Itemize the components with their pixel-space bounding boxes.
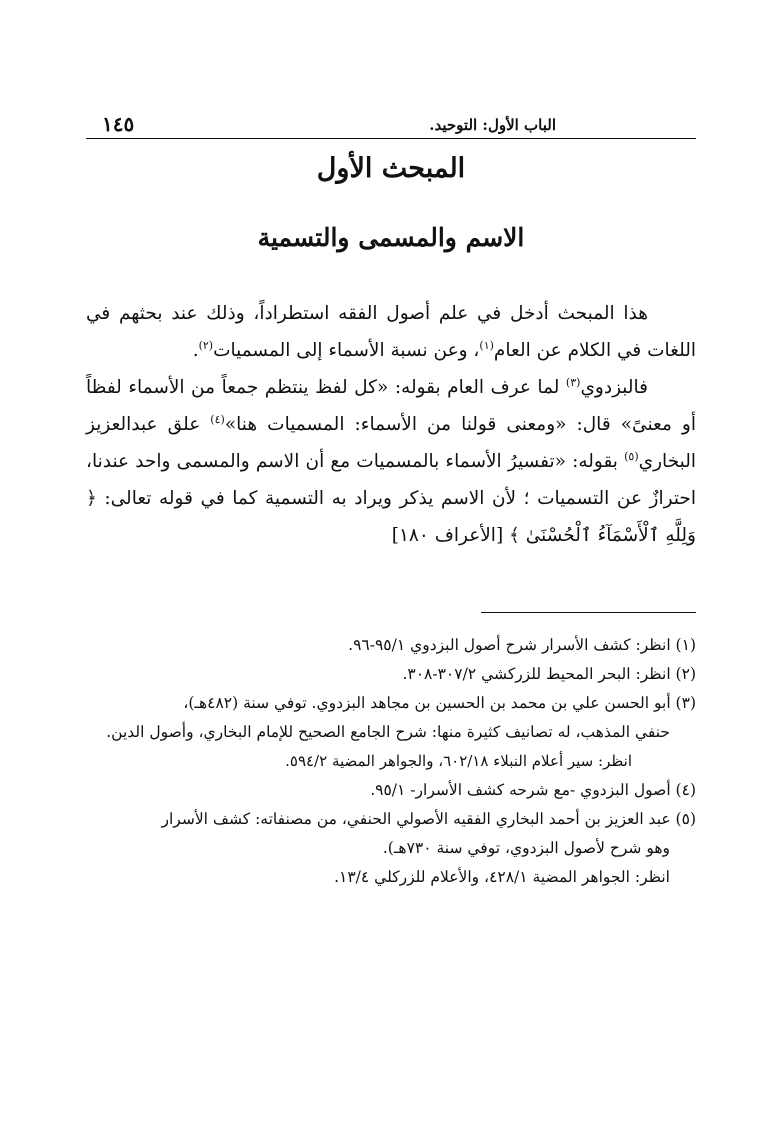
text-segment: علق عبدالعزيز البخاري — [86, 414, 696, 472]
page-number: ١٤٥ — [102, 112, 135, 136]
book-page — [86, 110, 696, 892]
footnote-4: (٤) أصول البزدوي -مع شرحه كشف الأسرار- ٩٥/١. — [370, 781, 696, 799]
paragraph-2 — [86, 369, 696, 554]
footnote-5: (٥) عبد العزيز بن أحمد البخاري الفقيه الأصولي الحنفي، من مصنفاته: كشف الأسرار — [161, 810, 696, 828]
footnote-ref-4[interactable]: (٤) — [210, 412, 225, 426]
footnote-2: (٢) انظر: البحر المحيط للزركشي ٣٠٧/٢-٣٠٨. — [402, 665, 696, 683]
footnote-3: (٣) أبو الحسن علي بن محمد بن الحسين بن مجاهد البزدوي. توفي سنة (٤٨٢هـ)، — [183, 694, 696, 712]
footnote-5-continued: وهو شرح لأصول البزدوي، توفي سنة ٧٣٠هـ). — [382, 839, 670, 857]
text-segment: هذا المبحث أدخل في علم أصول الفقه استطراداً، وذلك عند بحثهم في اللغات في الكلام عن العام — [86, 303, 696, 361]
section-title: المبحث الأول — [316, 153, 466, 184]
running-title: الباب الأول: التوحيد. — [429, 116, 556, 134]
chapter-title: الاسم والمسمى والتسمية — [257, 223, 525, 252]
footnote-ref-5[interactable]: (٥) — [624, 449, 639, 463]
text-segment: . — [192, 340, 199, 361]
footnote-ref-3[interactable]: (٣) — [565, 375, 581, 389]
footnote-divider — [481, 612, 696, 613]
text-segment: ، وعن نسبة الأسماء إلى المسميات — [213, 340, 480, 361]
text-segment: بقوله: «تفسيرُ الأسماء بالمسميات مع أن الاسم والمسمى واحد عندنا، احترازٌ عن التسميات ؛ لأن الاسم يذكر ويراد به التسمية كما في قوله تعالى: ﴿ وَلِلَّهِ ٱلْأَسْمَآءُ ٱلْحُسْنَىٰ ﴾ [الأعراف ١٨٠] — [86, 451, 696, 546]
footnote-1: (١) انظر: كشف الأسرار شرح أصول البزدوي ٩٥/١-٩٦. — [348, 636, 696, 654]
footnote-ref-2[interactable]: (٢) — [198, 338, 214, 352]
main-text — [86, 295, 696, 554]
text-segment: لما عرف العام بقوله: «كل لفظ ينتظم جمعاً من الأسماء لفظاً أو معنىً» قال: «ومعنى قولنا من الأسماء: المسميات هنا» — [86, 377, 696, 435]
footnote-3-continued: حنفي المذهب، له تصانيف كثيرة منها: شرح الجامع الصحيح للإمام البخاري، وأصول الدين. — [106, 723, 670, 741]
page-header — [86, 110, 696, 139]
paragraph-1 — [86, 295, 696, 369]
footnote-3-reference: انظر: سير أعلام النبلاء ٦٠٢/١٨، والجواهر المضية ٥٩٤/٢. — [285, 752, 632, 770]
footnote-5-reference: انظر: الجواهر المضية ٤٢٨/١، والأعلام للزركلي ١٣/٤. — [334, 868, 670, 886]
footnotes — [86, 631, 696, 892]
footnote-ref-1[interactable]: (١) — [479, 338, 494, 352]
text-segment: فالبزدوي — [580, 377, 648, 398]
